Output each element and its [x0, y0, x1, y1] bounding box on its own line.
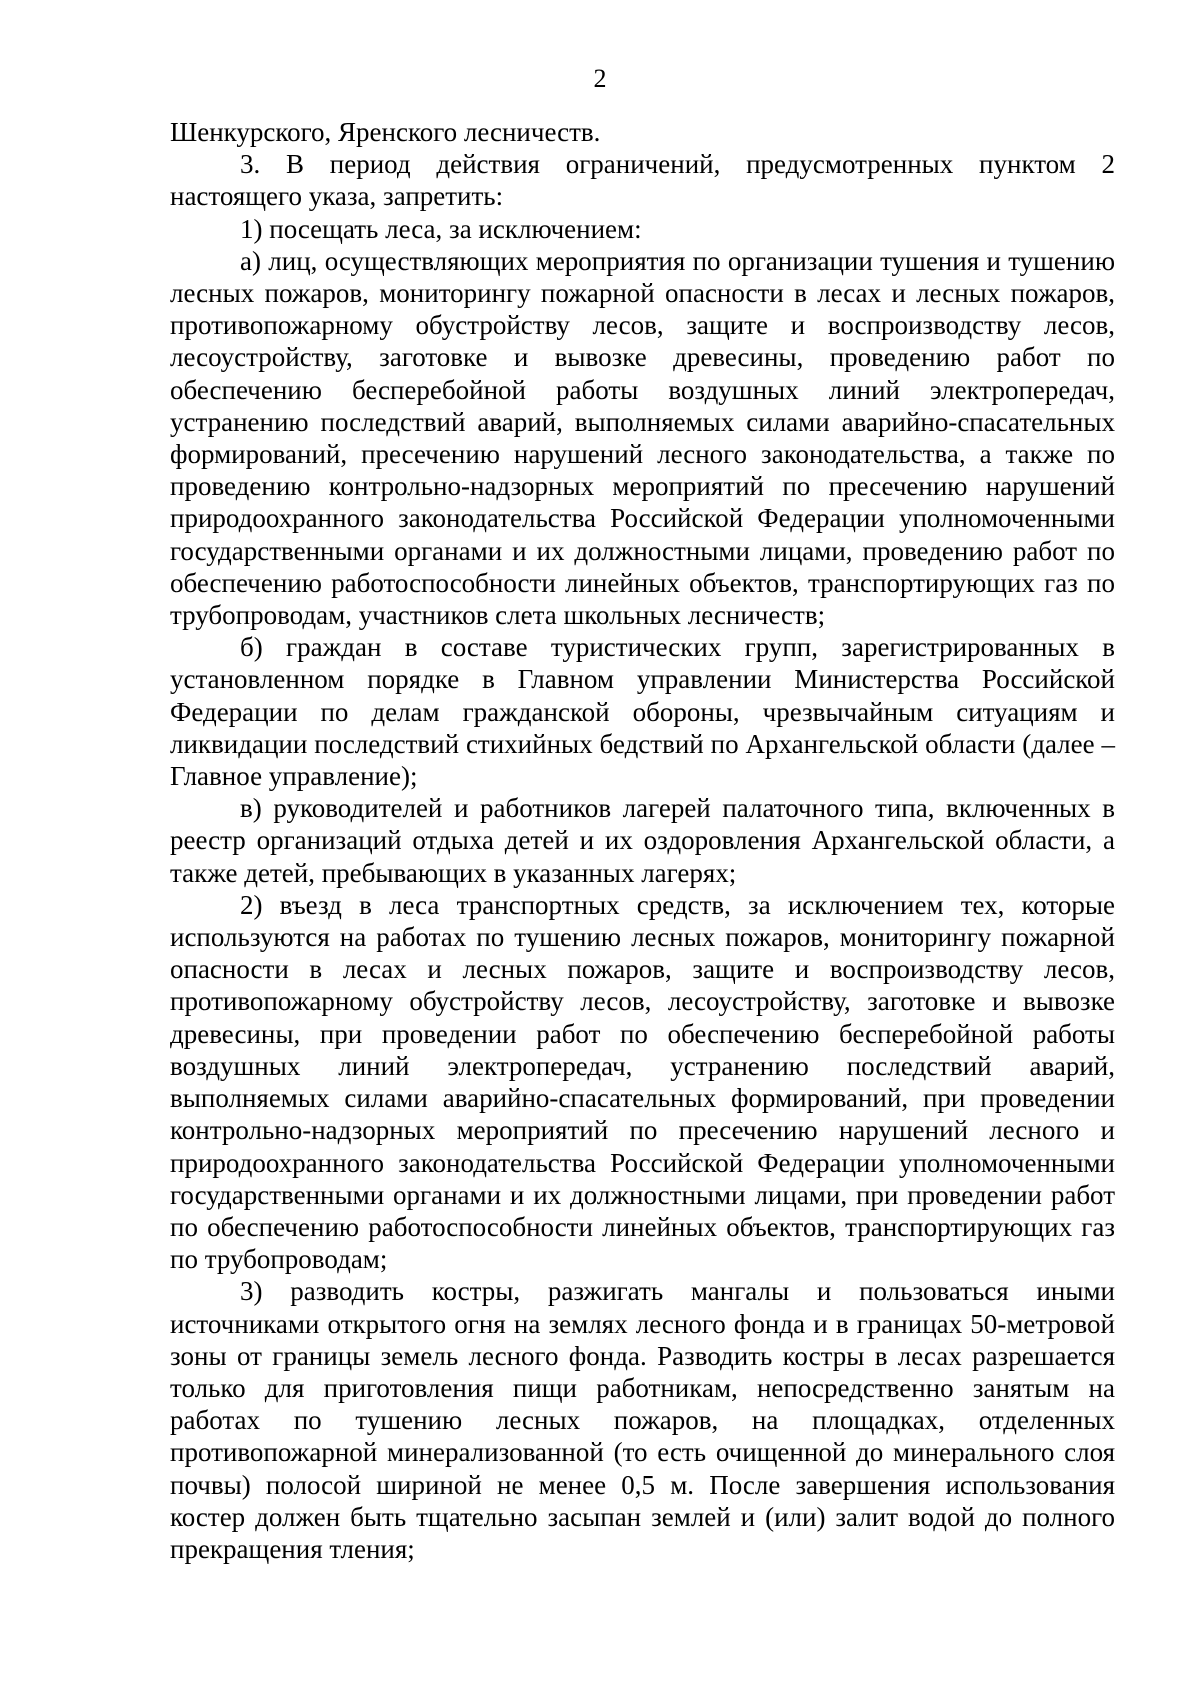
page-number: 2 [593, 64, 607, 93]
paragraph-subitem-3: 3) разводить костры, разжигать мангалы и пользоваться иными источниками открытого огня на землях лесного фонда и в границах 50-метровой зоны от границы земель лесного фонда. Разводить костры в лесах разрешается только для приготовления пищи работникам, непосредственно занятым на работах по тушению лесных пожаров, на площадках, отделенных противопожарной минерализованной (то есть очищенной до минерального слоя почвы) полосой шириной не менее 0,5 м. После завершения использования костер должен быть тщательно засыпан землей и (или) залит водой до полного прекращения тления; [170, 1276, 1115, 1564]
paragraph-item-3: 3. В период действия ограничений, предусмотренных пунктом 2 настоящего указа, запретить: [170, 149, 1115, 212]
document-body [170, 116, 1115, 1565]
paragraph-subitem-b: б) граждан в составе туристических групп, зарегистрированных в установленном порядке в Главном управлении Министерства Российской Федерации по делам гражданской обороны, чрезвычайным ситуациям и ликвидации последствий стихийных бедствий по Архангельской области (далее – Главное управление); [170, 632, 1115, 792]
paragraph-subitem-1: 1) посещать леса, за исключением: [240, 213, 642, 244]
paragraph-continuation: Шенкурского, Яренского лесничеств. [170, 117, 601, 147]
paragraph-subitem-a: а) лиц, осуществляющих мероприятия по организации тушения и тушению лесных пожаров, мониторингу пожарной опасности в лесах и лесных пожаров, противопожарному обустройству лесов, защите и воспроизводству лесов, лесоустройству, заготовке и вывозке древесины, проведению работ по обеспечению бесперебойной работы воздушных линий электропередач, устранению последствий аварий, выполняемых силами аварийно-спасательных формирований, пресечению нарушений лесного законодательства, а также по проведению контрольно-надзорных мероприятий по пресечению нарушений природоохранного законодательства Российской Федерации уполномоченными государственными органами и их должностными лицами, проведению работ по обеспечению работоспособности линейных объектов, транспортирующих газ по трубопроводам, участников слета школьных лесничеств; [170, 245, 1115, 631]
paragraph-subitem-v: в) руководителей и работников лагерей палаточного типа, включенных в реестр организаций отдыха детей и их оздоровления Архангельской области, а также детей, пребывающих в указанных лагерях; [170, 793, 1115, 888]
paragraph-subitem-2: 2) въезд в леса транспортных средств, за исключением тех, которые используются на работах по тушению лесных пожаров, мониторингу пожарной опасности в лесах и лесных пожаров, защите и воспроизводству лесов, противопожарному обустройству лесов, лесоустройству, заготовке и вывозке древесины, при проведении работ по обеспечению бесперебойной работы воздушных линий электропередач, устранению последствий аварий, выполняемых силами аварийно-спасательных формирований, при проведении контрольно-надзорных мероприятий по пресечению нарушений лесного и природоохранного законодательства Российской Федерации уполномоченными государственными органами и их должностными лицами, при проведении работ по обеспечению работоспособности линейных объектов, транспортирующих газ по трубопроводам; [170, 889, 1115, 1275]
